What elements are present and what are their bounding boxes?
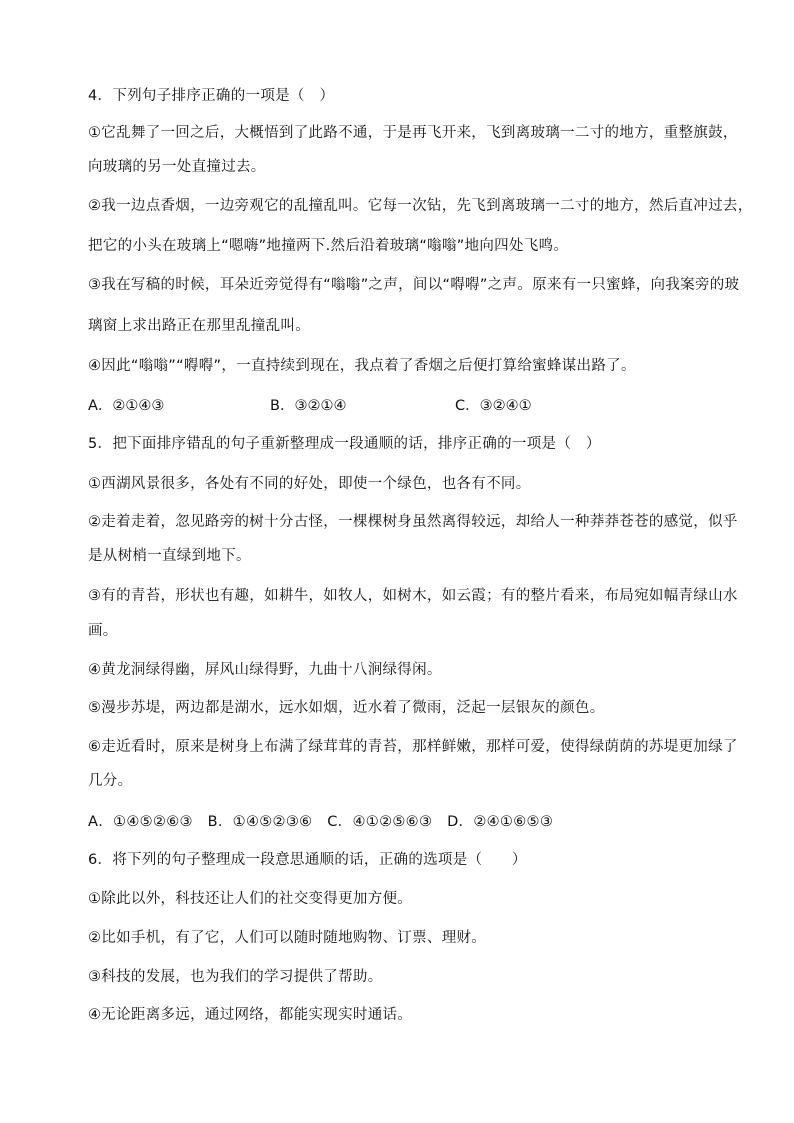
q5-sentence-5: ⑤漫步苏堤，两边都是湖水，远水如烟，近水着了微雨，泛起一层银灰的颜色。 [88,700,605,716]
q5-options[interactable]: A．①④⑤②⑥③ B．①④⑤②③⑥ C．④①②⑤⑥③ D．②④①⑥⑤③ [88,814,554,830]
q5-sentence-6: ⑥走近看时，原来是树身上布满了绿茸茸的青苔，那样鲜嫩，那样可爱，使得绿荫荫的苏堤更加绿了 [88,739,738,755]
q4-option-c[interactable]: C．③②④① [455,398,532,414]
q6-sentence-1: ①除此以外，科技还让人们的社交变得更加方便。 [88,891,413,907]
q4-stem: 4．下列句子排序正确的一项是（ ） [88,88,335,104]
q4-option-a[interactable]: A．②①④③ [88,398,165,414]
q4-sentence-1-cont: 向玻璃的另一处直撞过去。 [88,159,266,175]
q4-sentence-3: ③我在写稿的时候，耳朵近旁觉得有“嗡嗡”之声，间以“嘚嘚”之声。原来有一只蜜蜂，向我案旁的玻 [88,277,740,293]
q6-sentence-3: ③科技的发展，也为我们的学习提供了帮助。 [88,969,383,985]
q6-sentence-2: ②比如手机，有了它，人们可以随时随地购物、订票、理财。 [88,930,487,946]
q5-sentence-2: ②走着走着，忽见路旁的树十分古怪，一棵棵树身虽然离得较远，却给人一种莽莽苍苍的感觉，似乎 [88,514,738,530]
q5-sentence-3-cont: 画。 [88,623,118,639]
q6-sentence-4: ④无论距离多远，通过网络，都能实现实时通话。 [88,1007,413,1023]
q4-sentence-2: ②我一边点香烟，一边旁观它的乱撞乱叫。它每一次钻，先飞到离玻璃一二寸的地方，然后直冲过去， [88,198,753,214]
q5-sentence-1: ①西湖风景很多，各处有不同的好处，即使一个绿色，也各有不同。 [88,476,531,492]
q4-option-b[interactable]: B．③②①④ [270,398,347,414]
q4-sentence-2-cont: 把它的小头在玻璃上“嗯嗨”地撞两下.然后沿着玻璃“嗡嗡”地向四处飞鸣。 [88,238,569,254]
q5-sentence-2-cont: 是从树梢一直绿到地下。 [88,548,251,564]
q4-sentence-4: ④因此“嗡嗡”“嘚嘚”，一直持续到现在，我点着了香烟之后便打算给蜜蜂谋出路了。 [88,358,636,374]
q5-sentence-3: ③有的青苔，形状也有趣，如耕牛，如牧人，如树木，如云霞；有的整片看来，布局宛如幅青绿山水 [88,588,738,604]
q5-stem: 5．把下面排序错乱的句子重新整理成一段通顺的话，排序正确的一项是（ ） [88,436,601,452]
q6-stem: 6．将下列的句子整理成一段意思通顺的话，正确的选项是（ ） [88,852,527,868]
q5-sentence-6-cont: 几分。 [88,773,133,789]
q4-sentence-3-cont: 璃窗上求出路正在那里乱撞乱叫。 [88,318,310,334]
q4-sentence-1: ①它乱舞了一回之后，大概悟到了此路不通，于是再飞开来，飞到离玻璃一二寸的地方，重整旗鼓， [88,125,738,141]
q5-sentence-4: ④黄龙洞绿得幽，屏风山绿得野，九曲十八涧绿得闲。 [88,662,442,678]
